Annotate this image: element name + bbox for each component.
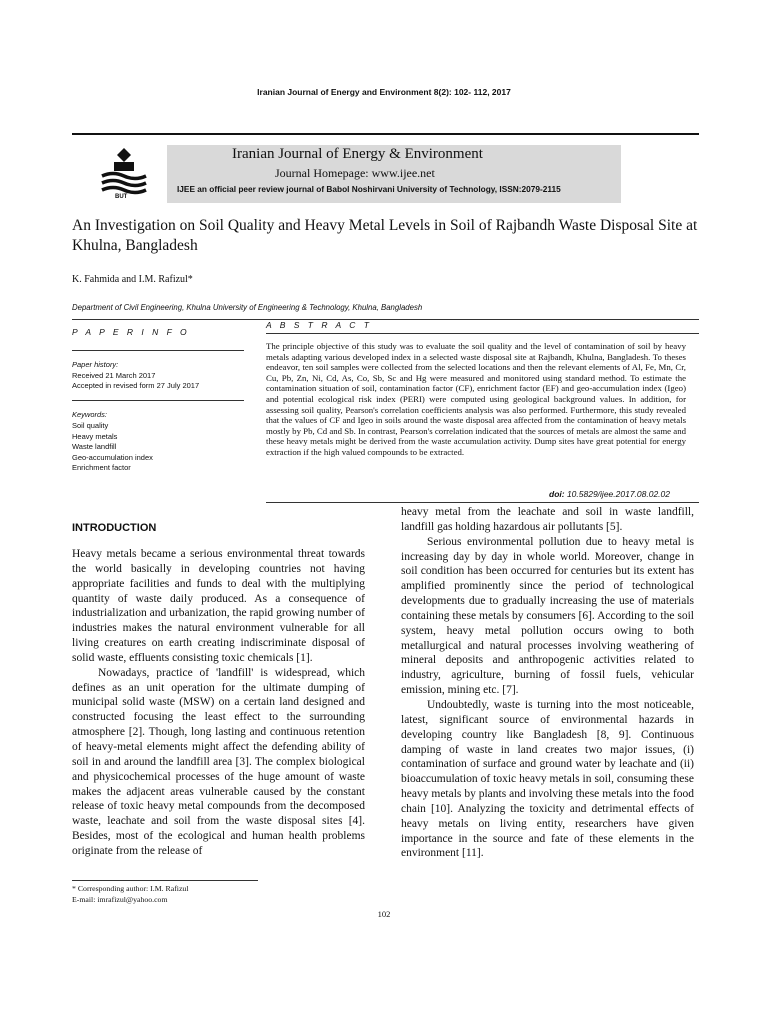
author-email[interactable]: E-mail: imrafizul@yahoo.com [72,895,168,904]
abstract-text: The principle objective of this study was to evaluate the soil quality and the level of contamination of soil by heavy metals adapting various developed index in a selected waste disposal site at Rajbandh, Khulna, Bangladesh. To theses endeavor, ten soil samples were collected from the selected locations and then the relevant elements of Al, Fe, Mn, Cr, Cu, Pb, Zn, Ni, Cd, As, Co, Sb, Sc and Hg were measured and monitored using standard method. To estimate the contamination situation of soil, contamination factor (CF), enrichment factor (EF) and geo-accumulation index (Igeo) and potential ecological risk index (PERI) were computed using geological background values. In addition, for assessing soil quality, Pearson's correlation coefficients analysis was also performed. Furthermore, this study revealed that the values of CF and Igeo in soils around the waste disposal area affected from the contamination of heavy metals mostly by Pb, Cd and Sb. In contrast, Pearson's correlation indicated that the sources of metals are almost the same and these heavy metals might be derived from the waste accumulation activity. Dump sites have great potential for energy extraction if the high valued compounds to be extracted. [266,341,686,457]
received-date: Received 21 March 2017 [72,371,156,380]
corresponding-author: * Corresponding author: I.M. Rafizul [72,884,189,893]
abstract-bottom-rule [266,502,699,503]
paper-info-heading: P A P E R I N F O [72,327,190,337]
paragraph: Nowadays, practice of 'landfill' is widespread, which defines as an unit operation for the ultimate dumping of municipal solid waste (MSW) on a certain land designed and constructed focusing the least effect to the surrounding atmosphere [2]. Though, long lasting and continuous retention of heavy-metal elements might affect the defending ability of soil in and around the landfill area [3]. The complex biological and physicochemical processes of the huge amount of waste makes the adjacent areas vulnerable caused by the constant release of toxic heavy metal compounds from the decomposed waste, leachate and soil from the waste disposal sites [4]. Besides, most of the ecological and human health problems originate from the release of [72,666,365,857]
keyword: Enrichment factor [72,463,131,472]
paragraph: Heavy metals became a serious environmental threat towards the world basically in developing countries not having appropriate facilities and funds to deal with the multiplying quantity of waste daily produced. As a consequence of industrialization and urbanization, the rapid growing number of industries makes the natural environment vulnerable for all living creatures on earth creating indiscriminate disposal of solid waste, effluents consisting toxic chemicals [1]. [72,548,365,664]
doi[interactable] [549,489,670,499]
running-head: Iranian Journal of Energy and Environment 8(2): 102- 112, 2017 [257,87,511,97]
paper-info-rule [72,350,244,351]
abstract-heading: A B S T R A C T [266,320,372,330]
journal-homepage[interactable]: Journal Homepage: www.ijee.net [275,166,435,180]
journal-description: IJEE an official peer review journal of Babol Noshirvani University of Technology, ISSN:2079-2115 [177,184,561,194]
paragraph: heavy metal from the leachate and soil in waste landfill, landfill gas holding hazardous air pollutants [5]. [401,506,694,533]
page-number: 102 [377,909,391,919]
doi-label: doi: [549,489,565,499]
body-left-column [72,547,365,859]
authors: K. Fahmida and I.M. Rafizul* [72,274,193,285]
keyword: Heavy metals [72,431,118,441]
footnote-rule [72,880,258,881]
accepted-date: Accepted in revised form 27 July 2017 [72,381,200,390]
logo-label: BUT [115,194,128,200]
paper-history-heading: Paper history: [72,360,119,369]
header-rule [72,133,699,135]
paragraph: Serious environmental pollution due to heavy metal is increasing day by day in whole world. Moreover, change in soil condition has been occurred for centuries but its extent has amplified prominently since the period of technological developments due to gradually increasing the use of materials containing these metals by consumers [6]. According to the soil system, heavy metal pollution occurs owing to both metallurgical and natural processes involving weathering of mineral deposits and anthropogenic activities related to industry, agriculture, burning of fossil fuels, vehicular emission, mining etc. [7]. [401,535,694,697]
body-right-column [401,505,694,861]
history-rule [72,400,244,401]
section-heading-introduction: INTRODUCTION [72,522,157,534]
keyword: Soil quality [72,421,109,430]
abstract-rule [266,333,699,334]
affiliation: Department of Civil Engineering, Khulna University of Engineering & Technology, Khulna, Bangladesh [72,303,423,312]
keyword: Waste landfill [72,442,117,451]
journal-title: Iranian Journal of Energy & Environment [232,146,483,162]
affiliation-rule [72,319,699,320]
keyword: Geo-accumulation index [72,452,153,462]
doi-value: 10.5829/ijee.2017.08.02.02 [566,489,670,499]
keywords-list [72,421,153,474]
keywords-heading: Keywords: [72,410,108,419]
article-title: An Investigation on Soil Quality and Heavy Metal Levels in Soil of Rajbandh Waste Disposal Site at Khulna, Bangladesh [72,217,698,254]
paragraph: Undoubtedly, waste is turning into the most noticeable, latest, significant source of environmental hazards in developing country like Bangladesh [8, 9]. Continuous damping of waste in land creates two major issues, (i) contamination of surface and ground water by leachate and (ii) bioaccumulation of toxic heavy metals in soil, consuming these heavy metals by plants and involving these metals into the food chain [10]. Analyzing the toxicity and detrimental effects of heavy metals on living entity, researchers have given importance in the source and fate of these elements in the environment [11]. [401,698,694,860]
